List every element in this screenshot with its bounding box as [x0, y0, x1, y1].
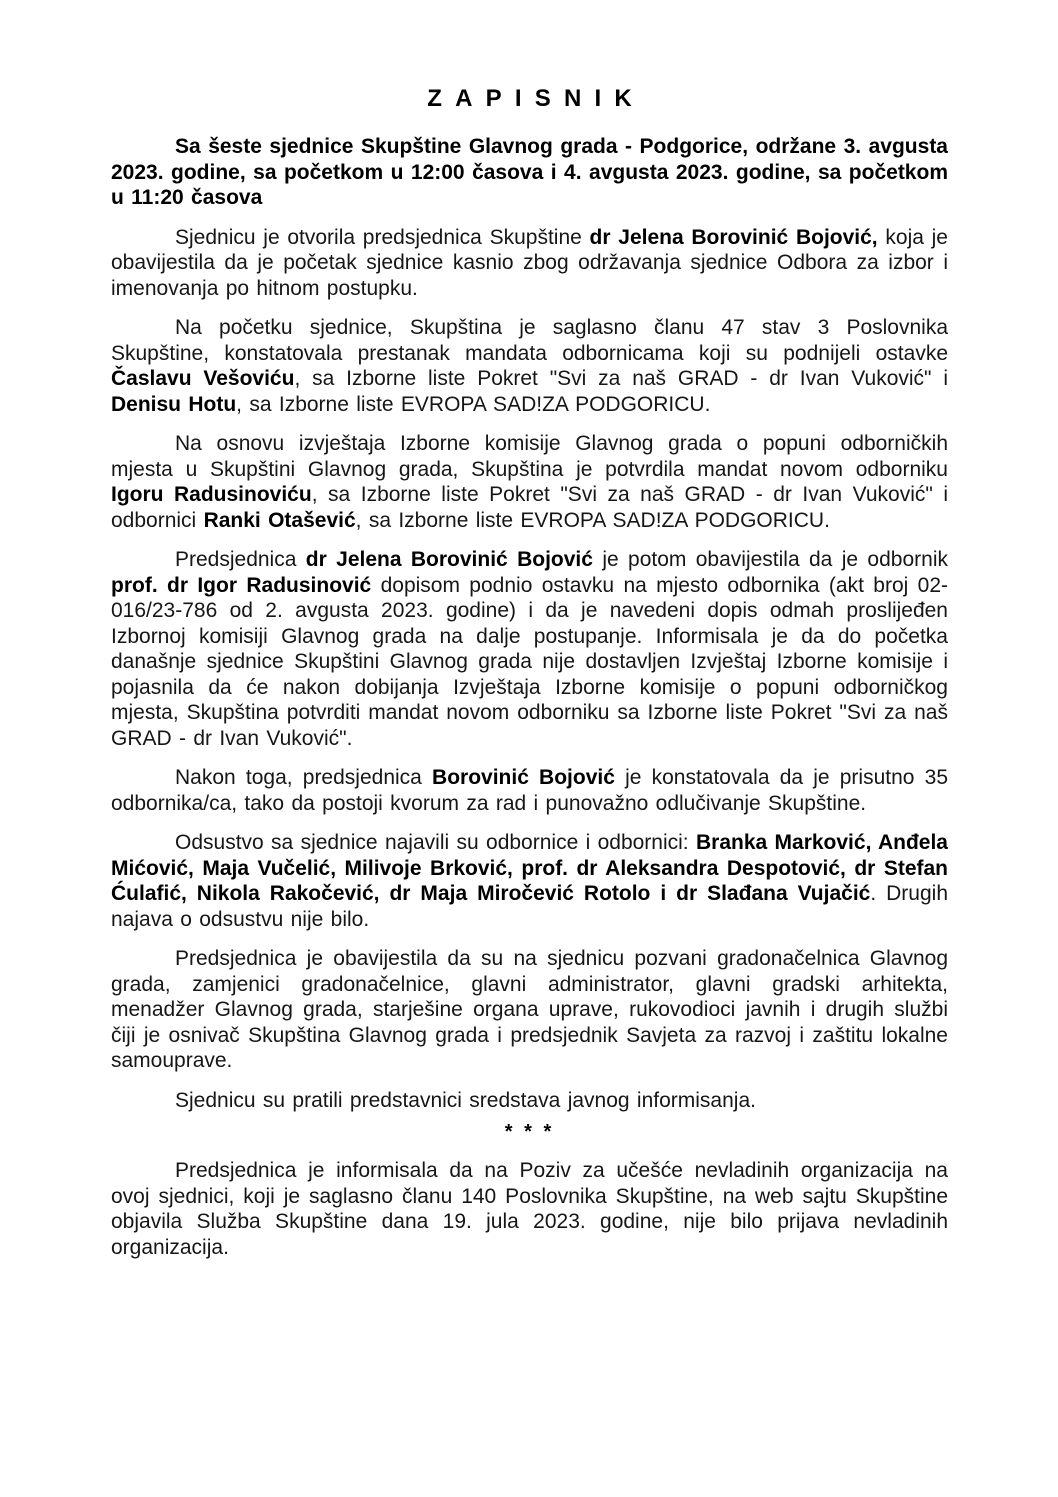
body-text: . Drugih najava o odsustvu nije bilo. [111, 882, 948, 931]
section-separator: * * * [504, 1121, 555, 1143]
paragraph [111, 830, 948, 932]
paragraph [111, 946, 948, 1074]
paragraph [111, 431, 948, 533]
body-text: Predsjednica je informisala da na Poziv za učešće nevladinih organizacija na ovoj sjednici, koji je saglasno članu 140 Poslovnika Skupštine, na web sajtu Skupštine objavila Služba Skupštine dana 19. jula 2023. godine, nije bilo prijava nevladinih organizacija. [111, 1159, 948, 1259]
emphasized-text: Sa šeste sjednice Skupštine Glavnog grada - Podgorice, održane 3. avgusta 2023. godine, sa početkom u 12:00 časova i 4. avgusta 2023. godine, sa početkom u 11:20 časova [111, 135, 948, 209]
paragraph [111, 134, 948, 211]
emphasized-text: Borovinić Bojović [432, 766, 615, 789]
paragraph [111, 547, 948, 751]
document-body [111, 134, 948, 1260]
emphasized-text: Branka Marković, Anđela Mićović, Maja Vučelić, Milivoje Brković, prof. dr Aleksandra Despotović, dr Stefan Ćulafić, Nikola Rakočević, dr Maja Miročević Rotolo i dr Slađana Vujačić [111, 831, 948, 905]
body-text: Odsustvo sa sjednice najavili su odbornice i odbornici: [175, 831, 696, 854]
body-text: , sa Izborne liste EVROPA SAD!ZA PODGORICU. [236, 392, 711, 416]
paragraph [111, 1158, 948, 1260]
body-text: koja je obavijestila da je početak sjednice kasnio zbog održavanja sjednice Odbora za izbor i imenovanja po hitnom postupku. [111, 225, 948, 300]
body-text: Sjednicu je otvorila predsjednica Skupštine [175, 225, 590, 249]
body-text: Sjednicu su pratili predstavnici sredstava javnog informisanja. [175, 1088, 756, 1112]
body-text: je potom obavijestila da je odbornik [592, 548, 948, 571]
emphasized-text: Časlavu Vešoviću [111, 367, 295, 390]
body-text: Predsjednica [175, 548, 306, 571]
emphasized-text: dr Jelena Borovinić Bojović, [589, 225, 878, 249]
emphasized-text: Igoru Radusinoviću [111, 483, 312, 506]
body-text: dopisom podnio ostavku na mjesto odbornika (akt broj 02-016/23-786 od 2. avgusta 2023. godine) i da je navedeni dopis odmah proslijeđen Izbornoj komisiji Glavnog grada na dalje postupanje. Informisala je da do početka današnje sjednice Skupštini Glavnog grada nije dostavljen Izvještaj Izborne komisije i pojasnila da će nakon dobijanja Izvještaja Izborne komisije o popuni odborničkog mjesta, Skupština potvrditi mandat novom odborniku sa Izborne liste Pokret "Svi za naš GRAD - dr Ivan Vuković". [111, 573, 949, 750]
paragraph [111, 765, 948, 816]
paragraph [111, 1088, 948, 1114]
document-title: ZAPISNIK [427, 85, 645, 112]
emphasized-text: Ranki Otašević [203, 508, 356, 532]
body-text: Na osnovu izvještaja Izborne komisije Glavnog grada o popuni odborničkih mjesta u Skupštini Glavnog grada, Skupština je potvrdila mandat novom odborniku [111, 432, 948, 481]
paragraph [111, 225, 948, 302]
body-text: , sa Izborne liste Pokret "Svi za naš GRAD - dr Ivan Vuković" i [294, 367, 948, 390]
emphasized-text: Denisu Hotu [111, 392, 237, 416]
body-text: Na početku sjednice, Skupština je saglasno članu 47 stav 3 Poslovnika Skupštine, konstatovala prestanak mandata odbornicama koji su podnijeli ostavke [111, 316, 948, 365]
body-text: , sa Izborne liste Pokret "Svi za naš GRAD - dr Ivan Vuković" i odbornici [111, 483, 949, 532]
paragraph [111, 315, 948, 417]
body-text: je konstatovala da je prisutno 35 odbornika/ca, tako da postoji kvorum za rad i punovažno odlučivanje Skupštine. [111, 766, 948, 815]
body-text: Nakon toga, predsjednica [175, 766, 433, 789]
body-text: , sa Izborne liste EVROPA SAD!ZA PODGORICU. [355, 508, 830, 532]
emphasized-text: dr Jelena Borovinić Bojović [305, 548, 593, 571]
body-text: Predsjednica je obavijestila da su na sjednicu pozvani gradonačelnica Glavnog grada, zamjenici gradonačelnice, glavni administrator, glavni gradski arhitekta, menadžer Glavnog grada, starješine organa uprave, rukovodioci javnih i drugih službi čiji je osnivač Skupština Glavnog grada i predsjednik Savjeta za razvoj i zaštitu lokalne samouprave. [111, 947, 948, 1072]
emphasized-text: prof. dr Igor Radusinović [111, 573, 372, 597]
